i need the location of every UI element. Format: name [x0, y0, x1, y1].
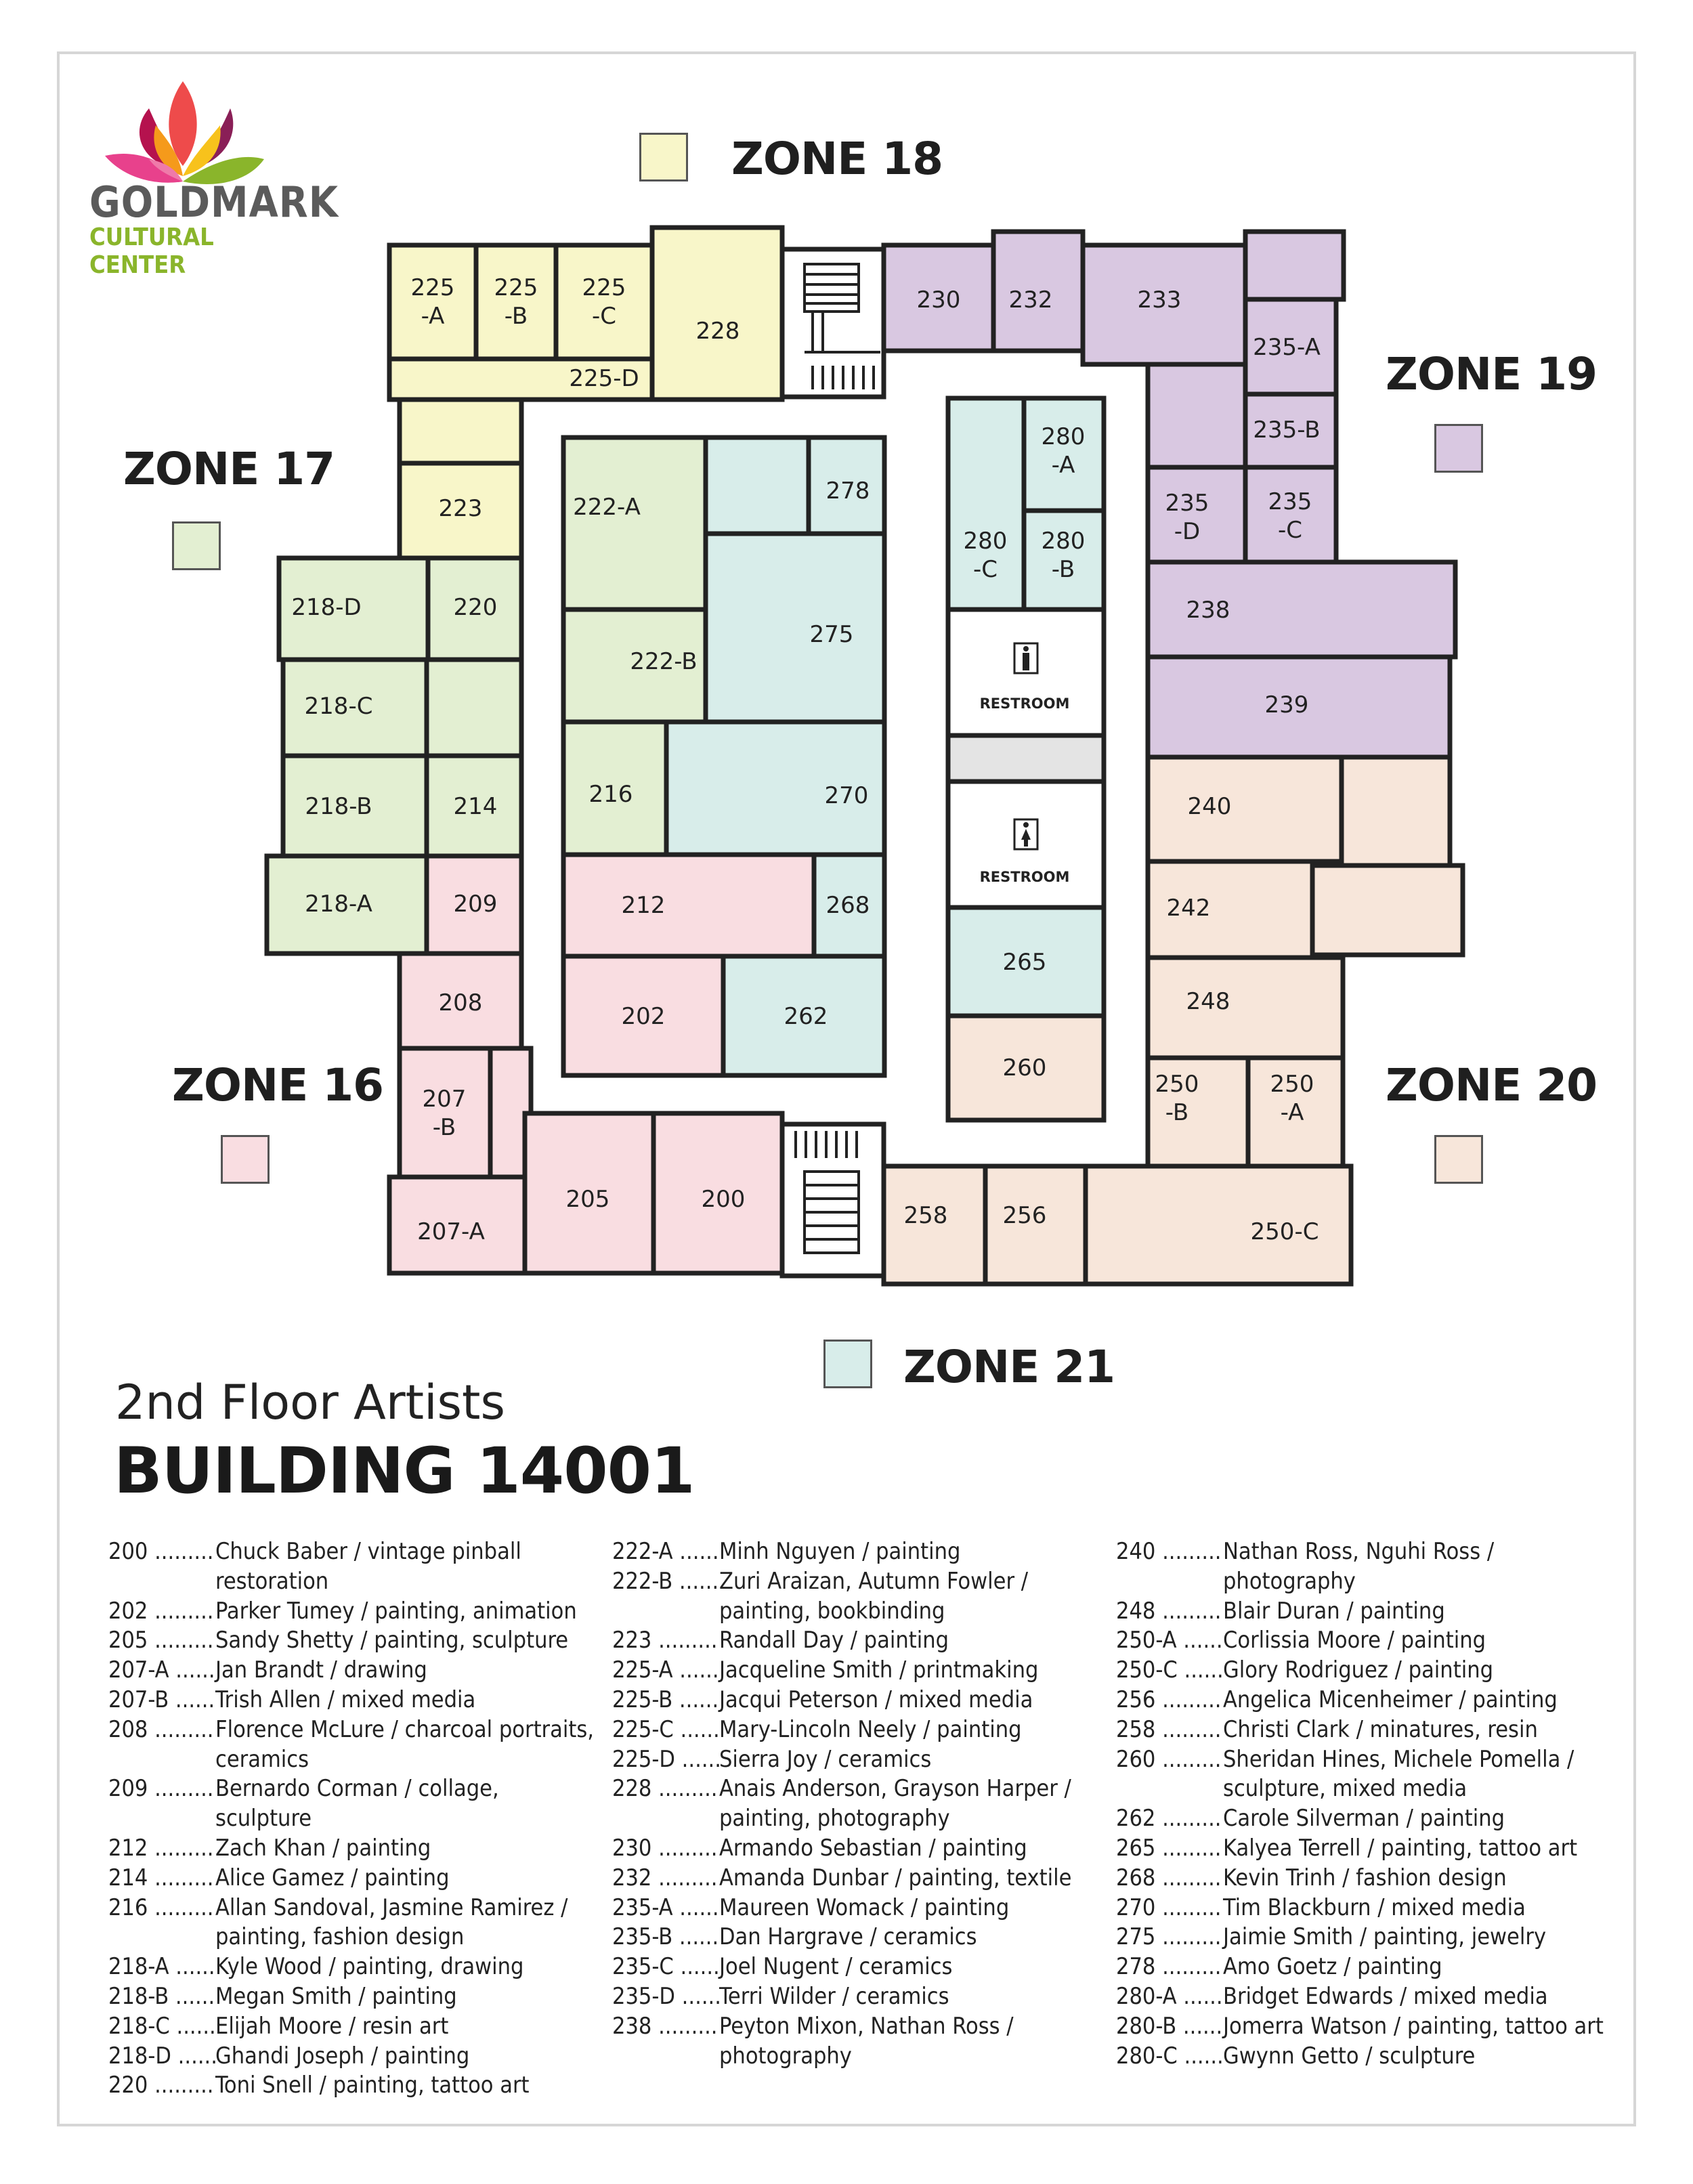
directory-entry: [108, 1537, 596, 1597]
label-233: 233: [1137, 286, 1182, 314]
label-216: 216: [588, 781, 633, 808]
directory-room-number: 240 .....: [1116, 1537, 1223, 1597]
label-200: 200: [701, 1186, 746, 1213]
room-248[interactable]: [1148, 958, 1343, 1058]
directory-artist: Jomerra Watson / painting, tattoo art: [1223, 2012, 1604, 2040]
directory-artist: Terri Wilder / ceramics: [719, 1982, 949, 2010]
label-225b-l2: -B: [504, 303, 528, 330]
label-235c-l1: 235: [1268, 488, 1312, 515]
label-280c-l1: 280: [963, 528, 1008, 555]
service-corridor: [948, 735, 1104, 781]
directory-entry: [108, 1982, 596, 2012]
label-225b-l1: 225: [494, 274, 538, 301]
directory-column-1: [108, 1537, 596, 2101]
label-268: 268: [826, 892, 870, 919]
directory-artist: Amo Goetz / painting: [1223, 1953, 1442, 1981]
label-205: 205: [565, 1186, 610, 1213]
room-240-east: [1342, 757, 1450, 865]
directory-entry: [612, 1686, 1086, 1715]
directory-artist: Alice Gamez / painting: [215, 1864, 450, 1891]
directory-room-number: 225-B .....: [612, 1686, 719, 1715]
logo-line1: GOLDMARK: [89, 177, 339, 227]
label-232: 232: [1008, 286, 1053, 314]
room-225b[interactable]: [476, 245, 556, 359]
directory-entry: [108, 1952, 596, 1982]
directory-room-number: 238 .....: [612, 2012, 719, 2072]
label-212: 212: [621, 892, 666, 919]
label-235c-l2: -C: [1277, 517, 1303, 544]
directory-entry: [108, 1893, 596, 1953]
directory-artist: Kyle Wood / painting, drawing: [215, 1953, 524, 1981]
label-228: 228: [695, 318, 740, 345]
directory-artist: Christi Clark / minatures, resin: [1223, 1715, 1538, 1743]
directory-room-number: 220 .....: [108, 2071, 215, 2101]
directory-artist: Jacqueline Smith / printmaking: [719, 1656, 1039, 1684]
directory-entry: [1116, 1715, 1604, 1745]
directory-entry: [612, 1982, 1086, 2012]
label-278: 278: [826, 477, 870, 505]
directory-room-number: 278 .....: [1116, 1952, 1223, 1982]
corridor-17: [427, 660, 521, 756]
directory-artist: Minh Nguyen / painting: [719, 1538, 961, 1565]
room-212[interactable]: [563, 855, 814, 956]
directory-room-number: 207-A .....: [108, 1656, 215, 1686]
directory-room-number: 225-C .....: [612, 1715, 719, 1745]
directory-entry: [612, 1656, 1086, 1686]
directory-entry: [1116, 1597, 1604, 1627]
label-240: 240: [1187, 793, 1232, 820]
directory-artist: Bernardo Corman / collage, sculpture: [215, 1775, 499, 1833]
directory-artist: Florence McLure / charcoal portraits, ceramics: [215, 1715, 595, 1773]
directory-entry: [108, 1834, 596, 1864]
label-220: 220: [453, 594, 498, 621]
directory-room-number: 268 .....: [1116, 1864, 1223, 1893]
label-222b: 222-B: [630, 648, 698, 675]
directory-artist: Maureen Womack / painting: [719, 1893, 1010, 1921]
label-214: 214: [453, 793, 498, 820]
directory-artist: Glory Rodriguez / painting: [1223, 1656, 1494, 1684]
directory-artist: Sandy Shetty / painting, sculpture: [215, 1627, 569, 1654]
directory-artist: Tim Blackburn / mixed media: [1223, 1893, 1526, 1921]
zone18-label: ZONE 18: [731, 133, 943, 185]
directory-room-number: 200 .....: [108, 1537, 215, 1597]
directory-artist: Nathan Ross, Nguhi Ross / photography: [1223, 1538, 1495, 1595]
label-239: 239: [1264, 691, 1309, 719]
label-250a-l2: -A: [1280, 1099, 1304, 1126]
room-235-hall: [1148, 364, 1245, 467]
directory-artist: Amanda Dunbar / painting, textile: [719, 1864, 1072, 1891]
label-250b-l1: 250: [1155, 1071, 1199, 1098]
directory-artist: Randall Day / painting: [719, 1627, 949, 1654]
directory-entry: [1116, 1952, 1604, 1982]
directory-room-number: 280-A .....: [1116, 1982, 1223, 2012]
label-256: 256: [1002, 1202, 1047, 1229]
directory-entry: [612, 1864, 1086, 1893]
directory-room-number: 262 .....: [1116, 1804, 1223, 1834]
zone17-label: ZONE 17: [123, 443, 335, 495]
page-title: BUILDING 14001: [114, 1434, 695, 1508]
label-restroom2: RESTROOM: [979, 869, 1070, 885]
label-225c-l2: -C: [591, 303, 617, 330]
directory-artist: Sheridan Hines, Michele Pomella / sculpture, mixed media: [1223, 1745, 1574, 1803]
directory-entry: [612, 1715, 1086, 1745]
directory-room-number: 218-A .....: [108, 1952, 215, 1982]
directory-room-number: 225-A .....: [612, 1656, 719, 1686]
directory-room-number: 235-A .....: [612, 1893, 719, 1923]
label-230: 230: [916, 286, 961, 314]
directory-entry: [1116, 1982, 1604, 2012]
label-225c-l1: 225: [582, 274, 626, 301]
directory-room-number: 250-C .....: [1116, 1656, 1223, 1686]
room-228[interactable]: [652, 228, 782, 400]
label-275: 275: [809, 621, 854, 648]
zone19-label: ZONE 19: [1386, 348, 1598, 400]
zone20-label: ZONE 20: [1386, 1059, 1598, 1111]
directory-artist: Bridget Edwards / mixed media: [1223, 1982, 1548, 2010]
directory-artist: Peyton Mixon, Nathan Ross / photography: [719, 2012, 1014, 2070]
directory-room-number: 207-B .....: [108, 1686, 215, 1715]
directory-entry: [612, 1923, 1086, 1952]
directory-room-number: 212 .....: [108, 1834, 215, 1864]
room-275[interactable]: [706, 534, 884, 722]
directory-room-number: 228 .....: [612, 1774, 719, 1834]
directory-artist: Ghandi Joseph / painting: [215, 2042, 470, 2070]
directory-room-number: 218-B .....: [108, 1982, 215, 2012]
label-235b: 235-B: [1253, 416, 1321, 444]
directory-entry: [1116, 1893, 1604, 1923]
directory-entry: [612, 2012, 1086, 2072]
directory-entry: [612, 1834, 1086, 1864]
directory-artist: Allan Sandoval, Jasmine Ramirez / painting, fashion design: [215, 1893, 568, 1951]
label-280b-l2: -B: [1051, 556, 1075, 583]
directory-entry: [108, 1597, 596, 1627]
directory-artist: Chuck Baber / vintage pinball restoration: [215, 1538, 521, 1595]
directory-artist: Jaimie Smith / painting, jewelry: [1223, 1923, 1547, 1951]
directory-entry: [108, 1686, 596, 1715]
label-280b-l1: 280: [1041, 528, 1086, 555]
label-207b-l1: 207: [422, 1086, 467, 1113]
label-280c-l2: -C: [972, 556, 998, 583]
directory-room-number: 218-D .....: [108, 2042, 215, 2072]
directory-entry: [108, 1715, 596, 1775]
directory-entry: [612, 1745, 1086, 1775]
label-250b-l2: -B: [1165, 1099, 1189, 1126]
directory-entry: [1116, 1537, 1604, 1597]
room-225c[interactable]: [556, 245, 652, 359]
directory-artist: Carole Silverman / painting: [1223, 1805, 1505, 1833]
directory-entry: [108, 1774, 596, 1834]
directory-artist: Armando Sebastian / painting: [719, 1834, 1027, 1862]
directory-artist: Kevin Trinh / fashion design: [1223, 1864, 1507, 1891]
page-subtitle: 2nd Floor Artists: [115, 1375, 505, 1430]
label-242: 242: [1166, 895, 1211, 922]
directory-entry: [612, 1537, 1086, 1567]
room-242-east: [1312, 865, 1463, 955]
label-223: 223: [438, 495, 483, 522]
directory-room-number: 235-B .....: [612, 1923, 719, 1952]
directory-room-number: 214 .....: [108, 1864, 215, 1893]
room-207b[interactable]: [400, 1048, 490, 1177]
directory-artist: Corlissia Moore / painting: [1223, 1627, 1486, 1654]
directory-entry: [108, 1864, 596, 1893]
directory-entry: [1116, 2042, 1604, 2072]
directory-room-number: 225-D .....: [612, 1745, 719, 1775]
label-280a-l1: 280: [1041, 423, 1086, 450]
label-218c: 218-C: [304, 693, 373, 720]
directory-entry: [108, 2042, 596, 2072]
label-218d: 218-D: [291, 594, 362, 621]
directory-room-number: 232 .....: [612, 1864, 719, 1893]
directory-room-number: 280-B .....: [1116, 2012, 1223, 2042]
directory-artist: Dan Hargrave / ceramics: [719, 1923, 977, 1951]
directory-artist: Jan Brandt / drawing: [215, 1656, 427, 1684]
room-240[interactable]: [1148, 757, 1342, 861]
directory-room-number: 275 .....: [1116, 1923, 1223, 1952]
directory-artist: Jacqui Peterson / mixed media: [719, 1686, 1033, 1713]
directory-artist: Parker Tumey / painting, animation: [215, 1597, 577, 1625]
directory-room-number: 216 .....: [108, 1893, 215, 1953]
label-250a-l1: 250: [1270, 1071, 1314, 1098]
label-250c: 250-C: [1250, 1218, 1319, 1245]
directory-entry: [612, 1626, 1086, 1656]
logo-line2: CULTURAL CENTER: [89, 223, 214, 279]
directory-entry: [108, 1656, 596, 1686]
label-222a: 222-A: [573, 494, 641, 521]
label-270: 270: [824, 782, 869, 809]
directory-room-number: 235-C .....: [612, 1952, 719, 1982]
directory-room-number: 235-D .....: [612, 1982, 719, 2012]
directory-entry: [612, 1893, 1086, 1923]
directory-artist: Angelica Micenheimer / painting: [1223, 1686, 1558, 1713]
directory-entry: [108, 1626, 596, 1656]
label-280a-l2: -A: [1051, 452, 1075, 479]
directory-room-number: 265 .....: [1116, 1834, 1223, 1864]
label-235d-l1: 235: [1165, 490, 1209, 517]
directory-artist: Mary-Lincoln Neely / painting: [719, 1715, 1022, 1743]
label-207a: 207-A: [417, 1218, 485, 1245]
label-238: 238: [1186, 597, 1230, 624]
directory-entry: [1116, 1656, 1604, 1686]
label-258: 258: [903, 1202, 948, 1229]
directory-room-number: 202 .....: [108, 1597, 215, 1627]
zone16-label: ZONE 16: [172, 1059, 384, 1111]
room-233-east: [1245, 232, 1344, 299]
directory-entry: [1116, 1864, 1604, 1893]
label-202: 202: [621, 1003, 666, 1030]
directory-artist: Gwynn Getto / sculpture: [1223, 2042, 1476, 2070]
label-235d-l2: -D: [1174, 518, 1201, 545]
directory-room-number: 248 .....: [1116, 1597, 1223, 1627]
directory-entry: [612, 1952, 1086, 1982]
directory-room-number: 230 .....: [612, 1834, 719, 1864]
directory-room-number: 256 .....: [1116, 1686, 1223, 1715]
directory-entry: [1116, 1745, 1604, 1805]
zone21-label: ZONE 21: [903, 1341, 1115, 1393]
label-208: 208: [438, 989, 483, 1016]
room-225d-lower: [400, 400, 521, 463]
directory-artist: Megan Smith / painting: [215, 1982, 457, 2010]
directory-room-number: 209 .....: [108, 1774, 215, 1834]
label-225a-l1: 225: [410, 274, 455, 301]
directory-artist: Elijah Moore / resin art: [215, 2012, 449, 2040]
label-248: 248: [1186, 988, 1230, 1015]
label-262: 262: [784, 1003, 828, 1030]
directory-room-number: 280-C .....: [1116, 2042, 1223, 2072]
directory-artist: Joel Nugent / ceramics: [719, 1953, 953, 1981]
label-225d: 225-D: [569, 365, 639, 392]
directory-entry: [108, 2071, 596, 2101]
directory-artist: Blair Duran / painting: [1223, 1597, 1445, 1625]
directory-entry: [108, 2012, 596, 2042]
restroom-women-icon: [1014, 819, 1037, 849]
label-218a: 218-A: [305, 891, 372, 918]
directory-room-number: 205 .....: [108, 1626, 215, 1656]
directory-column-2: [612, 1537, 1086, 2071]
directory-room-number: 223 .....: [612, 1626, 719, 1656]
directory-room-number: 250-A .....: [1116, 1626, 1223, 1656]
directory-column-3: [1116, 1537, 1604, 2071]
directory-entry: [1116, 1626, 1604, 1656]
label-260: 260: [1002, 1054, 1047, 1082]
label-218b: 218-B: [305, 793, 372, 820]
directory-artist: Toni Snell / painting, tattoo art: [215, 2072, 530, 2099]
directory-entry: [612, 1567, 1086, 1627]
directory-room-number: 260 .....: [1116, 1745, 1223, 1805]
directory-room-number: 222-B .....: [612, 1567, 719, 1627]
directory-entry: [1116, 2012, 1604, 2042]
directory-room-number: 222-A .....: [612, 1537, 719, 1567]
label-209: 209: [453, 891, 498, 918]
label-225a-l2: -A: [421, 303, 445, 330]
label-restroom1: RESTROOM: [979, 695, 1070, 712]
directory-room-number: 208 .....: [108, 1715, 215, 1775]
directory-entry: [1116, 1686, 1604, 1715]
room-275-upper: [706, 437, 809, 534]
directory-artist: Kalyea Terrell / painting, tattoo art: [1223, 1834, 1578, 1862]
directory-artist: Trish Allen / mixed media: [215, 1686, 476, 1713]
directory-artist: Sierra Joy / ceramics: [719, 1745, 932, 1773]
directory-room-number: 258 .....: [1116, 1715, 1223, 1745]
room-225a[interactable]: [389, 245, 476, 359]
directory-artist: Anais Anderson, Grayson Harper / painting, photography: [719, 1775, 1071, 1833]
label-265: 265: [1002, 949, 1047, 976]
directory-entry: [1116, 1804, 1604, 1834]
label-207b-l2: -B: [432, 1114, 456, 1141]
directory-room-number: 270 .....: [1116, 1893, 1223, 1923]
room-222a[interactable]: [563, 437, 706, 609]
directory-artist: Zuri Araizan, Autumn Fowler / painting, bookbinding: [719, 1567, 1029, 1625]
directory-room-number: 218-C .....: [108, 2012, 215, 2042]
label-235a: 235-A: [1253, 334, 1321, 361]
restroom-men-icon: [1014, 643, 1037, 673]
directory-entry: [1116, 1834, 1604, 1864]
directory-entry: [612, 1774, 1086, 1834]
directory-artist: Zach Khan / painting: [215, 1834, 431, 1862]
directory-entry: [1116, 1923, 1604, 1952]
